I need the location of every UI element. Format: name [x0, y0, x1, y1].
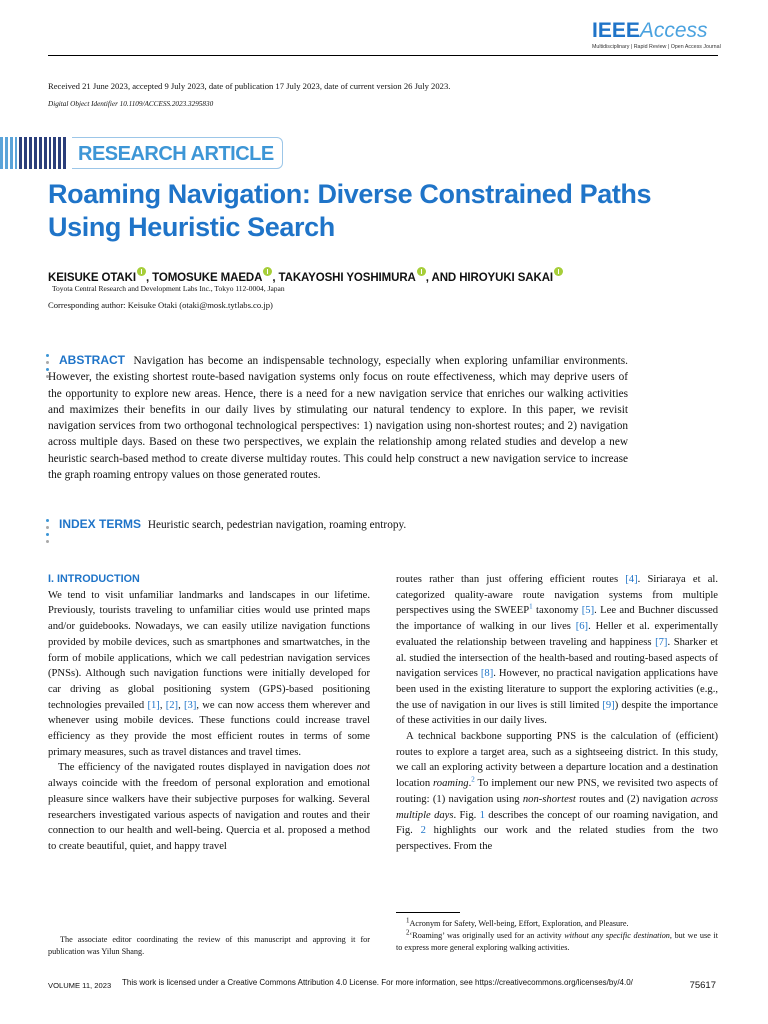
orcid-icon[interactable] — [417, 267, 426, 276]
footnotes — [396, 918, 718, 955]
footnote: $^2$‘Roaming’ was originally used for an activity without any specific destination, but we use it to express more general exploring walking activities. — [396, 928, 718, 953]
article-type-label: RESEARCH ARTICLE — [72, 137, 283, 169]
paragraph: A technical backbone supporting PNS is the calculation of (efficient) routes to explore a target area, such as a sightseeing district. In this study, we call an exploring activity between a departure location and a destination location roaming.$^2$ To implement our new PNS, we revisited two aspects of routing: (1) navigation using non-shortest routes and (2) navigation across multiple days. Fig. 1 describes the concept of our roaming navigation, and Fig. 2 highlights our work and the related studies from the two perspectives. From the — [396, 731, 718, 852]
footnote-rule — [396, 912, 460, 913]
citation-link[interactable]: [6] — [575, 621, 589, 633]
citation-link[interactable]: [1] — [147, 699, 160, 711]
section-heading-introduction: I. INTRODUCTION — [48, 573, 140, 585]
logo-ieee: IEEE — [592, 19, 640, 42]
article-type-badge — [0, 137, 274, 169]
body-column-left — [48, 572, 370, 855]
doi[interactable]: Digital Object Identifier 10.1109/ACCESS.2023.3295830 — [48, 100, 214, 108]
paper-title — [48, 178, 688, 244]
page-footer — [48, 978, 718, 995]
license-text[interactable]: This work is licensed under a Creative Commons Attribution 4.0 License. For more information, see https://creativecommons.org/licenses/by/4.0/ — [122, 978, 633, 987]
index-terms-heading: INDEX TERMS — [59, 517, 142, 531]
figure-link[interactable]: 2 — [420, 825, 426, 837]
journal-logo — [592, 19, 721, 54]
affiliation: Toyota Central Research and Development Labs Inc., Tokyo 112-0004, Japan — [52, 284, 285, 293]
paragraph: The efficiency of the navigated routes displayed in navigation does not always coincide with the freedom of personal exploration and emotional pleasure since walkers have their subjective purposes for walking. Several researchers investigated various aspects of navigation and routes and their connection to our health and well-being. Quercia et al. proposed a method to create beautiful, quiet, and happy travel — [48, 762, 370, 852]
footnote: $^1$Acronym for Safety, Well-being, Effort, Exploration, and Pleasure. — [406, 916, 629, 928]
footnote-marker[interactable]: 1 — [529, 602, 533, 611]
index-terms-text: Heuristic search, pedestrian navigation, roaming entropy. — [147, 519, 407, 531]
paragraph: routes rather than just offering efficient routes [4]. Siriaraya et al. categorized quality-aware route navigation systems from multiple perspectives using the SWEEP$^1$ taxonomy [5]. Lee and Buchner discussed the importance of walking in our lives [6]. Heller et al. experimentally evaluated the relationship between traveling and happiness [7]. Sharker et al. studied the intersection of the health-based and routing-based aspects of navigation services [8]. However, no practical navigation applications have been used in the existing literature to support the exploring activities (e.g., the use of navigation in our lives is still limited [9]) despite the importance of these activities in our daily lives. — [396, 574, 719, 727]
index-terms-dots-icon — [46, 519, 52, 547]
title-line-2: Using Heuristic Search — [48, 212, 335, 242]
citation-link[interactable]: [4] — [625, 574, 638, 585]
orcid-icon[interactable] — [137, 267, 146, 276]
volume-label: VOLUME 11, 2023 — [48, 981, 112, 990]
citation-link[interactable]: [8] — [480, 668, 494, 680]
author-list: KEISUKE OTAKI , TOMOSUKE MAEDA , TAKAYOSHI YOSHIMURA , AND HIROYUKI SAKAI — [48, 267, 563, 284]
orcid-icon[interactable] — [263, 267, 272, 276]
author-name: AND HIROYUKI SAKAI — [431, 272, 554, 284]
index-terms — [59, 517, 406, 531]
logo-tagline: Multidisciplinary | Rapid Review | Open Access Journal — [592, 44, 721, 50]
body-column-right — [396, 572, 718, 855]
citation-link[interactable]: [5] — [581, 605, 595, 617]
title-line-1: Roaming Navigation: Diverse Constrained Paths — [48, 179, 652, 209]
citation-link[interactable]: [2] — [165, 699, 179, 711]
page-number: 75617 — [689, 980, 716, 991]
citation-link[interactable]: [9] — [602, 699, 615, 711]
abstract-text: Navigation has become an indispensable technology, especially when exploring unfamiliar environments. However, the existing shortest route-based navigation systems only focus on route effectiveness, which may deprive users of the opportunity to explore new areas. Hence, there is a need for a new navigation service that enriches our walking activities and maximizes their benefits in our daily lives by stimulating our natural tendency to explore. In this paper, we revisit navigation services from two orthogonal technological perspectives: 1) navigation using non-shortest routes; and 2) navigation across multiple days. Based on these two perspectives, we explain the relationship among related studies and develop a new heuristic search-based method to create diverse multiday routes. This could help construct a new navigation service to increase the graph roaming entropy values on those generated routes. — [48, 355, 628, 482]
corresponding-author: Corresponding author: Keisuke Otaki (otaki@mosk.tytlabs.co.jp) — [48, 300, 273, 310]
citation-link[interactable]: [7] — [655, 636, 668, 648]
editor-note: The associate editor coordinating the review of this manuscript and approving it for publication was Yilun Shang. — [48, 935, 370, 957]
footnote-marker[interactable]: 2 — [471, 775, 475, 784]
abstract-heading: ABSTRACT — [59, 353, 125, 367]
citation-link[interactable]: [3] — [184, 699, 197, 711]
orcid-icon[interactable] — [554, 267, 563, 276]
author-name: KEISUKE OTAKI — [48, 272, 136, 284]
received-dates: Received 21 June 2023, accepted 9 July 2023, date of publication 17 July 2023, date of current version 26 July 2023. — [48, 81, 451, 91]
badge-stripes — [0, 137, 66, 169]
paragraph: We tend to visit unfamiliar landmarks and landscapes in our lifetime. Previously, tourists traveling to unfamiliar cities would use printed maps and/or guidebooks. Nowadays, we can easily utilize navigation functions provided by mobile devices, such as smartphones and smartwatches, in the form of mobile applications, which we call pedestrian navigation services (PNSs). Although such navigation functions were initially developed for car driving as global positioning system (GPS)-based positioning technologies prevailed [1], [2], [3], we can now access them wherever and whenever using mobile devices. These functions could increase travel efficiency as they provide the most efficient routes in terms of some primary measures, such as travel distances and travel times. — [48, 589, 370, 758]
figure-link[interactable]: 1 — [479, 809, 485, 821]
logo-access: Access — [639, 19, 708, 42]
author-name: TAKAYOSHI YOSHIMURA — [278, 272, 416, 284]
header-rule — [48, 55, 718, 56]
author-name: TOMOSUKE MAEDA — [152, 272, 263, 284]
abstract — [48, 352, 628, 483]
